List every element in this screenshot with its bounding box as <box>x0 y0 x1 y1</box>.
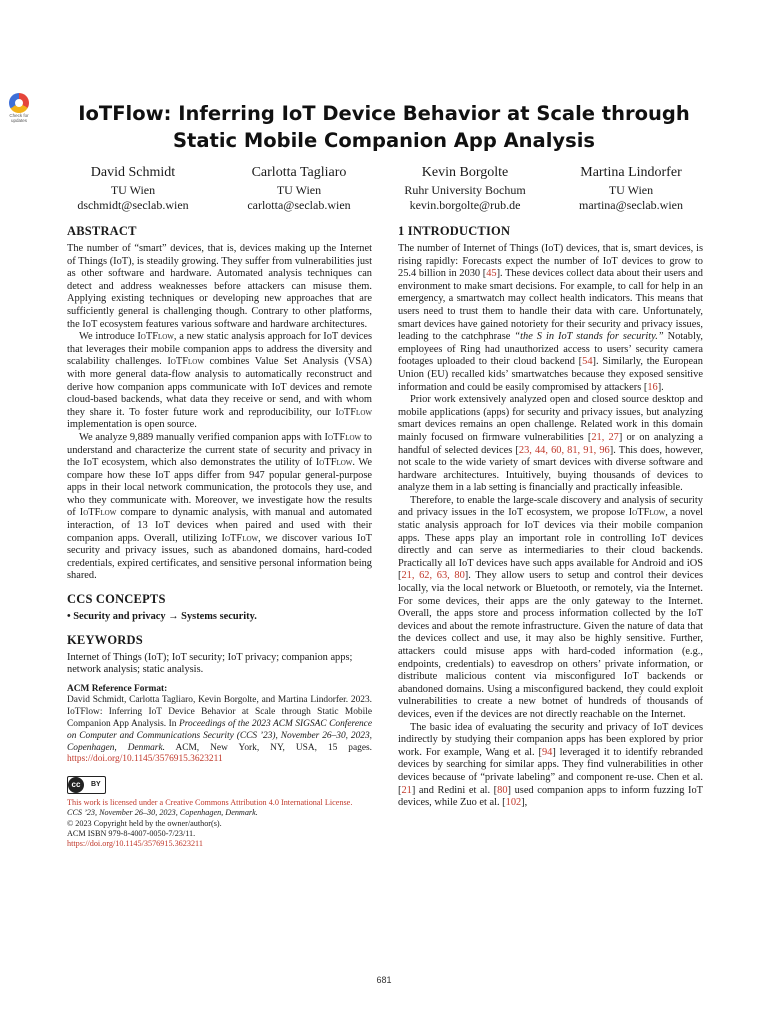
crossmark-icon <box>9 93 29 113</box>
conference-line <box>67 808 372 818</box>
doi-link[interactable]: https://doi.org/10.1145/3576915.3623211 <box>67 754 223 765</box>
intro-paragraph <box>398 243 703 394</box>
author <box>50 163 216 213</box>
text-run: ] used companion apps to inform fuzzing IoT devices, while Zuo et al. [ <box>398 784 703 809</box>
author-name: Kevin Borgolte <box>421 165 509 180</box>
text-run: CCS ’23, November 26–30, 2023, Copenhagen, Denmark. <box>67 808 258 818</box>
badge-label: Check for updates <box>9 113 29 123</box>
text-run: implementation is open source. <box>67 419 197 431</box>
citation[interactable]: 21, 27 <box>591 431 619 443</box>
abstract-paragraph <box>67 432 372 583</box>
text-run: ] and Redini et al. [ <box>411 784 498 796</box>
system-name: IoTFlow <box>324 431 362 443</box>
keywords-heading: KEYWORDS <box>67 632 143 647</box>
isbn-line: ACM ISBN 979-8-4007-0050-7/23/11. <box>67 828 196 838</box>
abstract-heading: ABSTRACT <box>67 224 137 238</box>
citation[interactable]: 16 <box>647 381 658 393</box>
author <box>216 163 382 213</box>
left-column <box>67 223 372 849</box>
text-run: David Schmidt, Carlotta Tagliaro, Kevin Borgolte, and Martina Lindorfer. 2023. IoTFlow: Inferring IoT Device Behavior at Scale through Static Mobile Companion App Analysis. In <box>67 695 372 729</box>
text-run: compare to dynamic analysis, with manual and automated interaction, of 13 IoT devices when paired and used with their companion apps. Overall, utilizing <box>67 507 372 544</box>
abstract-paragraph: The number of “smart” devices, that is, devices making up the Internet of Things (IoT), is steadily growing. They suffer from vulnerabilities just as other software and hardware. Automated analysis techniques can detect and address weaknesses before attackers can misuse them. Applying existing techniques or developing new approaches that are sufficiently general is challenging though. Contrary to other platforms, the IoT ecosystem features various software and hardware architectures. <box>67 243 372 330</box>
reference-venue: Proceedings of the 2023 ACM SIGSAC Conference on Computer and Communications Security (CCS ’23), November 26–30, 2023, Copenhagen, Denmark. <box>67 719 372 753</box>
citation[interactable]: 80 <box>497 784 508 796</box>
text-run: , a novel static analysis approach for IoT devices via their mobile companion apps. These apps play an important role in controlling IoT devices directly and can serve as intermediaries to their cloud backends. Practically all IoT devices have such apps available for Android and iOS [ <box>398 507 703 582</box>
system-name: IoTFlow <box>628 507 666 519</box>
text-run: ] leveraged it to identify rebranded devices by searching for similar apps. They find vulnerabilities in other devices because of “private labeling” and component re-use. Chen et al. [ <box>398 746 703 796</box>
text-run: , we discover various IoT security and privacy issues, such as abandoned domains, hard-coded credentials, expired certificates, and sensitive personal information being shared. <box>67 532 372 582</box>
author <box>548 163 714 213</box>
author <box>382 163 548 213</box>
by-label: BY <box>91 780 101 788</box>
text-run: , a new static analysis approach for IoT devices that leverages their mobile companion apps to address the diversity and scalability challenges. <box>67 331 372 368</box>
text-run: ] or on analyzing a handful of selected devices [ <box>398 431 704 456</box>
system-name: IoTFlow <box>137 331 174 343</box>
ccs-concepts-heading: CCS CONCEPTS <box>67 592 166 607</box>
text-run: We analyze 9,889 manually verified companion apps with <box>79 431 325 443</box>
abstract-paragraph <box>67 331 372 432</box>
author-affiliation: TU Wien <box>608 183 654 197</box>
text-run: We introduce <box>79 331 138 343</box>
citation[interactable]: 54 <box>582 356 593 368</box>
text-run: combines Value Set Analysis (VSA) with more general data-flow analysis to automatically reconstruct and derive how companion apps communicate with IoT devices and remote cloud-based backends, what data they receive or send, and with whom they share it. To foster future work and reproducibility, our <box>67 356 372 418</box>
text-run: The number of Internet of Things (IoT) devices, that is, smart devices, is rising rapidly: Forecasts expect the number of IoT devices to grow to 25.4 billion in 2030 [ <box>398 243 703 280</box>
author-email: carlotta@seclab.wien <box>247 198 351 212</box>
text-run: The basic idea of evaluating the security and privacy of IoT devices indirectly by studying their companion apps has been explored by prior work. For example, Wang et al. [ <box>398 721 703 758</box>
cc-icon: cc <box>68 777 84 793</box>
paper-title: IoTFlow: Inferring IoT Device Behavior at Scale through Static Mobile Companion App Analysis <box>78 102 690 152</box>
citation[interactable]: 94 <box>541 746 553 758</box>
text-run: ]. This does, however, not scale to the wide variety of smart devices with diverse software and hardware architectures. Intuitively, buying thousands of devices to analyze them in a lab setting is financially and practically infeasible. <box>398 444 703 494</box>
text-run: ]. Similarly, the European Union (EU) recalled kids’ smartwatches because they exposed sensitive information and could be easily compromised by attackers [ <box>398 356 703 393</box>
author-affiliation: Ruhr University Bochum <box>404 183 526 197</box>
author-affiliation: TU Wien <box>276 183 322 197</box>
text-run: ]. These devices collect data about their users and environment to make smart decisions. For example, to call for help in an emergency, a smartwatch may collect health indicators. This means that users need to trust them to handle their data with care. Unfortunately, smart devices have gained notoriety for their security and privacy issues, leading to the catchphrase <box>398 268 703 343</box>
cc-by-license-badge[interactable] <box>67 776 106 794</box>
ccs-concept-item: • Security and privacy → Systems security. <box>67 611 257 623</box>
license-link[interactable]: This work is licensed under a Creative Commons Attribution 4.0 International License. <box>67 798 353 808</box>
text-run: ], <box>521 797 528 809</box>
author-email: martina@seclab.wien <box>578 198 683 212</box>
author-name: David Schmidt <box>90 165 176 180</box>
author-name: Carlotta Tagliaro <box>251 165 347 180</box>
text-run: . We compare how these IoT apps differ from 947 popular general-purpose apps in their local network communication, the protocols they use, and who they communicate with. Moreover, we investigate how the results of <box>67 457 373 519</box>
doi-link-footer[interactable]: https://doi.org/10.1145/3576915.3623211 <box>67 839 203 848</box>
intro-paragraph <box>398 495 703 722</box>
author-affiliation: TU Wien <box>110 183 156 197</box>
acm-reference-heading: ACM Reference Format: <box>67 683 168 694</box>
text-run: to understand and characterize the current state of security and privacy in the IoT ecosystem, which also demonstrates the utility of <box>67 431 372 469</box>
text-run: ]. <box>657 381 664 393</box>
introduction-heading: 1 INTRODUCTION <box>398 224 511 238</box>
citation[interactable]: 45 <box>486 268 497 280</box>
acm-reference-text <box>67 695 372 766</box>
copyright-line: © 2023 Copyright held by the owner/author(s). <box>67 818 222 828</box>
text-run: Therefore, to enable the large-scale discovery and analysis of security and privacy issues in the IoT ecosystem, we propose <box>398 494 703 519</box>
system-name: IoTFlow <box>221 532 259 544</box>
text-run: ]. They allow users to setup and control their devices locally, via the local network or Bluetooth, or remotely, via the Internet. For some devices, their apps are the only gateway to the Internet. Overall, the apps store and process information collected by the IoT devices and about the remote infrastructure. Given the nature of data that the devices collect and use, it may also be highly sensitive. Further, attackers could misuse apps with hard-coded information (e.g., endpoints, credentials) to eavesdrop on others’ private information, or distribute malicious content via misconfigured IoT backends or abandoned domains. Using a misconfigured backend, they could exploit vulnerabilities to create a new botnet of hundreds of thousands of devices, even if the devices are not directly reachable on the Internet. <box>398 570 703 720</box>
keywords-text: Internet of Things (IoT); IoT security; IoT privacy; companion apps; network analysis; static analysis. <box>67 651 353 676</box>
citation[interactable]: 102 <box>505 797 522 809</box>
citation[interactable]: 23, 44, 60, 81, 91, 96 <box>518 444 610 456</box>
system-name: IoTFlow <box>335 406 372 418</box>
intro-paragraph <box>398 394 703 495</box>
text-run: Prior work extensively analyzed open and closed source desktop and mobile applications (apps) for security and privacy issues, but analyzing smart devices remains an open challenge. Related work in this domain mainly focused on firmware vulnerabilities [ <box>398 394 703 443</box>
system-name: IoTFlow <box>79 507 117 519</box>
citation[interactable]: 21 <box>401 784 412 796</box>
author-name: Martina Lindorfer <box>580 165 682 180</box>
text-run: Notably, employees of Ring had unauthorized access to users’ security camera footages uploaded to their cloud backend [ <box>398 331 703 368</box>
system-name: IoTFlow <box>315 457 353 469</box>
intro-paragraph <box>398 722 703 810</box>
right-column <box>398 223 703 810</box>
page-number: 681 <box>376 975 392 985</box>
author-email: dschmidt@seclab.wien <box>77 198 189 212</box>
author-list <box>50 163 714 213</box>
system-name: IoTFlow <box>167 356 204 368</box>
author-email: kevin.borgolte@rub.de <box>409 198 521 212</box>
citation[interactable]: 21, 62, 63, 80 <box>401 570 465 582</box>
check-for-updates-badge[interactable] <box>4 93 34 125</box>
quote: “the S in IoT stands for security.” <box>514 331 664 343</box>
text-run: ACM, New York, NY, USA, 15 pages. <box>164 742 373 753</box>
